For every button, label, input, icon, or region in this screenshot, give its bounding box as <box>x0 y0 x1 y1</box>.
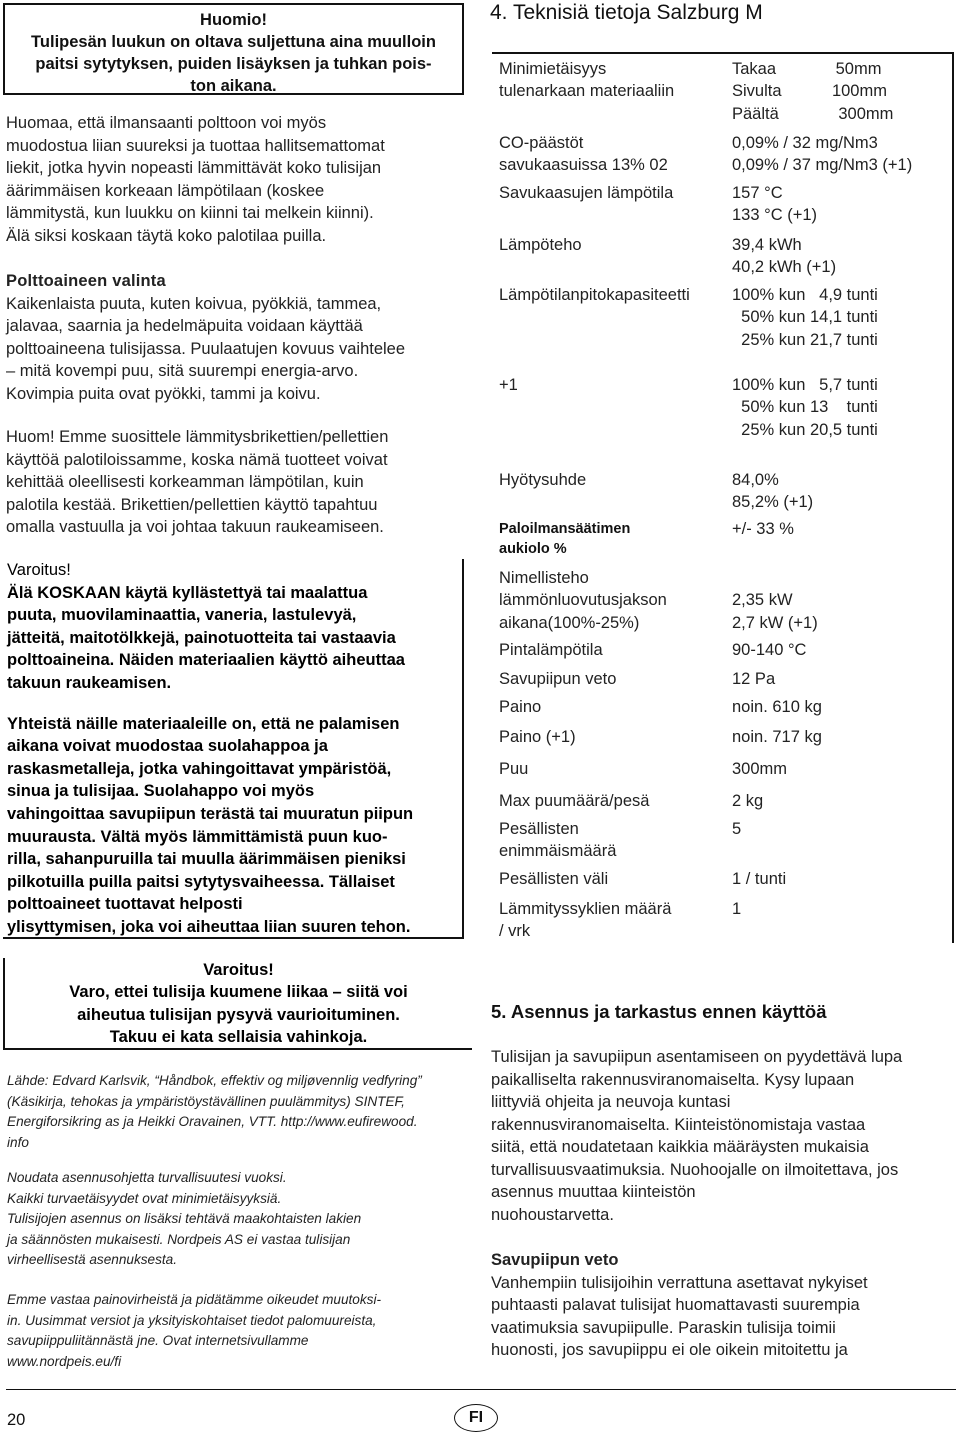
spec-value <box>732 374 878 441</box>
varoitus-title: Varoitus! <box>7 561 71 579</box>
spec-label-line: Pintalämpötila <box>499 641 603 659</box>
text-line: (Käsikirja, tehokas ja ympäristöystävällinen puulämmitys) SINTEF, <box>7 1093 405 1109</box>
spec-label-line: Lämpöteho <box>499 236 582 254</box>
text-line: Vanhempiin tulisijoihin verrattuna asettavat nykyiset <box>491 1273 868 1292</box>
text-line: siitä, että noudatetaan kaikkia määräysten mukaisia <box>491 1138 869 1156</box>
spec-value-line: 300mm <box>732 760 788 778</box>
spec-value-line: 84,0% <box>732 471 779 489</box>
page-number: 20 <box>7 1411 26 1429</box>
spec-label-line: Puu <box>499 760 529 778</box>
spec-label-line: Pesällisten väli <box>499 870 609 888</box>
spec-label <box>499 898 671 943</box>
text-line: lämmitystä, kun luukku on kiinni tai melkein kiinni). <box>6 204 374 223</box>
text-line: Takuu ei kata sellaisia vahinkoja. <box>109 1028 368 1047</box>
varoitus-lines-1 <box>7 582 413 695</box>
text-line: asennus muuttaa kiinteistön <box>491 1183 696 1201</box>
spec-label-line: aikana(100%-25%) <box>499 613 640 632</box>
text-line: Varo, ettei tulisija kuumene liikaa – siitä voi <box>69 983 408 1002</box>
spec-label <box>499 668 616 690</box>
spec-value <box>732 639 806 661</box>
text-line: puuta, muovilaminaattia, vaneria, lastulevyä, <box>7 606 357 625</box>
text-line: muurausta. Vältä myös lämmittämistä puun kuo- <box>7 827 388 846</box>
text-line: äärimmäisen korkeaan lämpötilaan (koskee <box>6 181 325 200</box>
spec-value-line: 133 °C (+1) <box>732 206 818 225</box>
spec-label <box>499 234 582 256</box>
text-line: palotila kestää. Brikettien/pellettien käyttö tapahtuu <box>6 495 378 514</box>
text-line: jätteitä, maitotölkkejä, painotuotteita tai vastaavia <box>7 628 396 647</box>
spec-value <box>732 668 775 690</box>
spec-value <box>732 58 893 125</box>
spec-label-line: tulenarkaan materiaaliin <box>499 82 675 101</box>
spec-value-line: +/- 33 % <box>732 520 794 538</box>
spec-value-line: 2 kg <box>732 792 764 810</box>
spec-value-line: 2,35 kW <box>732 591 793 610</box>
text-line: jalavaa, saarnia ja hedelmäpuita voidaan käyttää <box>6 317 363 336</box>
footer-rule <box>6 1389 956 1390</box>
spec-label-line: +1 <box>499 376 518 394</box>
spec-value <box>732 898 741 920</box>
spec-label <box>499 818 616 863</box>
text-line: Älä siksi koskaan täytä koko palotilaa puilla. <box>6 226 327 245</box>
text-line: raskasmetalleja, jotka vahingoittavat ympäristöä, <box>7 759 392 778</box>
text-line: pilkotuilla puilla paitsi sytytysvaiheessa. Tällaiset <box>7 872 395 891</box>
text-line: ton aikana. <box>190 77 277 95</box>
warning-box <box>3 3 464 95</box>
text-line: savupiippuliitännästä jne. Ovat internetsivullamme <box>7 1333 309 1348</box>
text-line: käyttöä palotiloissamme, koska nämä tuotteet voivat <box>6 450 388 469</box>
spec-label-line: lämmönluovutusjakson <box>499 591 667 610</box>
spec-value <box>732 518 794 540</box>
fuel-choice-heading: Polttoaineen valinta <box>6 272 166 290</box>
spec-label <box>499 868 608 890</box>
spec-value <box>732 818 741 840</box>
text-line: kehittää oleellisesti korkeamman lämpötilan, kuin <box>6 473 364 492</box>
spec-value <box>732 790 763 812</box>
varoitus-text <box>7 559 413 939</box>
text-line: rilla, sahanpuruilla tai muulla äärimmäisen pieniksi <box>7 850 406 869</box>
chimney-draft-body <box>491 1272 868 1362</box>
spec-label-line: Lämmityssyklien määrä <box>499 900 672 918</box>
spec-value <box>732 868 786 890</box>
spec-label <box>499 790 649 812</box>
text-line: www.nordpeis.eu/fi <box>7 1353 122 1369</box>
spec-table <box>492 52 954 943</box>
spec-label-line: Paloilmansäätimen <box>499 521 631 537</box>
spec-value-line: 157 °C <box>732 184 783 202</box>
spec-value-line: 1 / tunti <box>732 870 787 888</box>
spec-value-line: 2,7 kW (+1) <box>732 613 818 632</box>
spec-label <box>499 758 528 780</box>
spec-value <box>732 696 822 718</box>
text-line: Kaikenlaista puuta, kuten koivua, pyökkiä, tammea, <box>6 294 382 313</box>
language-badge: FI <box>454 1404 498 1432</box>
text-line: omalla vastuulla ja voi johtaa takuun raukeamiseen. <box>6 518 384 537</box>
fuel-choice-body <box>6 293 405 406</box>
text-line: takuun raukeamisen. <box>7 673 172 692</box>
spec-value <box>732 234 836 279</box>
text-line: Kaikki turvaetäisyydet ovat minimietäisyyksiä. <box>7 1190 282 1206</box>
spec-label <box>499 182 673 204</box>
spec-value-line: 40,2 kWh (+1) <box>732 258 837 277</box>
spec-label-line: Minimietäisyys <box>499 60 607 78</box>
spec-label-line: Lämpötilanpitokapasiteetti <box>499 286 690 304</box>
text-line: polttoaineina. Näiden materiaalien käyttö aiheuttaa <box>7 651 405 670</box>
text-line: – mitä kovempi puu, sitä suurempi energia-arvo. <box>6 362 359 381</box>
text-line: nuohoustarvetta. <box>491 1205 614 1224</box>
section-5-title: 5. Asennus ja tarkastus ennen käyttöä <box>491 1001 827 1022</box>
varoitus-lines-2 <box>7 713 413 939</box>
spec-value-line: 50% kun 13 tunti <box>732 398 878 417</box>
spec-value <box>732 567 818 634</box>
spec-value-line <box>732 567 818 589</box>
spec-value-line: 100% kun 5,7 tunti <box>732 376 878 394</box>
text-line: ylisyttymisen, joka voi aiheuttaa liian suuren tehon. <box>7 917 411 936</box>
spec-value-line: 5 <box>732 820 742 838</box>
text-line: polttoaineena tulisijassa. Puulaatujen kovuus vaihtelee <box>6 339 406 358</box>
text-line: aiheutua tulisijan pysyvä vaurioituminen. <box>77 1005 400 1024</box>
spec-value-line: 85,2% (+1) <box>732 493 814 512</box>
spec-value-line: 0,09% / 37 mg/Nm3 (+1) <box>732 156 913 175</box>
spec-label <box>499 519 630 559</box>
text-line: huonosti, jos savupiippu ei ole oikein mitoitettu ja <box>491 1341 848 1359</box>
spec-label <box>499 726 576 748</box>
text-line: muodostua liian suureksi ja tuottaa hallitsemattomat <box>6 136 385 155</box>
spec-value-line: 50% kun 14,1 tunti <box>732 308 878 327</box>
spec-value-line: 100% kun 4,9 tunti <box>732 286 878 304</box>
text-line: Noudata asennusohjetta turvallisuutesi vuoksi. <box>7 1170 287 1185</box>
text-line: in. Uusimmat versiot ja yksityiskohtaiset tiedot palomuureista, <box>7 1312 377 1328</box>
text-line: paitsi sytytyksen, puiden lisäyksen ja tuhkan pois- <box>35 55 432 73</box>
text-line: ja säännösten mukaisesti. Nordpeis AS ei vastaa tulisijan <box>7 1231 351 1247</box>
spec-label-line: savukaasuissa 13% 02 <box>499 156 668 175</box>
spec-label-line: enimmäismäärä <box>499 842 617 861</box>
text-line: Huom! Emme suosittele lämmitysbrikettien/pellettien <box>6 428 389 446</box>
text-line: polttoaineet tuottavat helposti <box>7 895 243 914</box>
overheat-warning-text <box>5 958 472 1049</box>
spec-label <box>499 696 541 718</box>
text-line: liittyviä ohjeita ja neuvoja kuntasi <box>491 1093 731 1111</box>
text-line: Emme vastaa painovirheistä ja pidätämme oikeudet muutoksi- <box>7 1292 382 1307</box>
text-line: info <box>7 1134 29 1150</box>
text-line: Tulisijojen asennus on lisäksi tehtävä maakohtaisten lakien <box>7 1211 362 1226</box>
air-supply-paragraph <box>6 112 385 248</box>
text-line: Huomaa, että ilmansaanti polttoon voi myös <box>6 114 327 132</box>
spec-value-line: 25% kun 20,5 tunti <box>732 420 878 439</box>
text-line: puhtaasti palavat tulisijat huomattavasti suurempia <box>491 1296 860 1314</box>
text-line: liekit, jotka hyvin nopeasti lämmittävät koko tulisijan <box>6 159 382 178</box>
text-line: aikana voivat muodostaa suolahappoa ja <box>7 737 328 756</box>
spec-label-line: Max puumäärä/pesä <box>499 792 650 810</box>
spec-label <box>499 469 586 491</box>
spec-value-line: 0,09% / 32 mg/Nm3 <box>732 134 878 152</box>
spec-label <box>499 132 668 177</box>
section-5-body <box>491 1046 902 1226</box>
spec-label-line: Nimellisteho <box>499 569 589 587</box>
spec-label <box>499 567 667 634</box>
spec-value <box>732 182 817 227</box>
spec-value <box>732 132 912 177</box>
text-line: virheellisestä asennuksesta. <box>7 1252 178 1267</box>
spec-value-line: Sivulta 100mm <box>732 82 887 101</box>
text-line: sinua ja tulisijaa. Suolahappo voi myös <box>7 782 315 801</box>
spec-label <box>499 58 674 103</box>
spec-value-line: noin. 610 kg <box>732 698 822 716</box>
disclaimer <box>7 1290 381 1372</box>
spec-value-line: 25% kun 21,7 tunti <box>732 330 878 349</box>
spec-value-line: Päältä 300mm <box>732 104 894 123</box>
spec-label <box>499 639 603 661</box>
spec-value <box>732 726 822 748</box>
text-line: Energiforsikring as ja Heikki Oravainen, VTT. http://www.eufirewood. <box>7 1114 418 1129</box>
text-line: Yhteistä näille materiaaleille on, että ne palamisen <box>7 714 400 733</box>
text-line: Tulipesän luukun on oltava suljettuna aina muulloin <box>31 33 436 51</box>
spec-label-line: Hyötysuhde <box>499 471 587 489</box>
text-line: Huomio! <box>200 11 267 29</box>
spec-label-line: / vrk <box>499 922 531 941</box>
installation-notes <box>7 1168 361 1271</box>
spec-label-line: Savukaasujen lämpötila <box>499 184 674 202</box>
text-line: vahingoittaa savupiipun terästä tai muuratun piipun <box>7 804 414 823</box>
spec-label-line: Pesällisten <box>499 820 579 838</box>
spec-value-line: 39,4 kWh <box>732 236 802 254</box>
chimney-draft-heading: Savupiipun veto <box>491 1251 619 1269</box>
spec-label <box>499 284 690 306</box>
spec-value <box>732 284 878 351</box>
spec-value-line: Takaa 50mm <box>732 60 882 78</box>
spec-label <box>499 374 518 396</box>
text-line: Kovimpia puita ovat pyökki, tammi ja koivu. <box>6 384 321 403</box>
text-line: Varoitus! <box>203 961 274 979</box>
spec-label-line: Paino (+1) <box>499 728 576 746</box>
huom-paragraph <box>6 426 388 539</box>
text-line: Lähde: Edvard Karlsvik, “Håndbok, effektiv og miljøvennlig vedfyring” <box>7 1073 422 1088</box>
spec-label-line: aukiolo % <box>499 541 567 557</box>
spec-value-line: noin. 717 kg <box>732 728 822 746</box>
spec-value-line: 90-140 °C <box>732 641 807 659</box>
section-4-title: 4. Teknisiä tietoja Salzburg M <box>490 1 763 24</box>
text-line: Älä KOSKAAN käytä kyllästettyä tai maalattua <box>7 583 368 602</box>
spec-value <box>732 758 787 780</box>
chimney-draft-section <box>491 1249 868 1362</box>
spec-value-line: 12 Pa <box>732 670 776 688</box>
spec-label-line: CO-päästöt <box>499 134 584 152</box>
spec-label-line: Savupiipun veto <box>499 670 617 688</box>
source-reference <box>7 1071 422 1153</box>
text-line: turvallisuusvaatimuksia. Nuohoojalle on ilmoitettava, jos <box>491 1160 899 1179</box>
text-line: vaatimuksia savupiipulle. Paraskin tulisija toimii <box>491 1318 836 1337</box>
fuel-choice-section <box>6 270 405 406</box>
spec-value <box>732 469 813 514</box>
spec-value-line: 1 <box>732 900 742 918</box>
spec-label-line: Paino <box>499 698 542 716</box>
text-line: Tulisijan ja savupiipun asentamiseen on pyydettävä lupa <box>491 1048 903 1066</box>
overheat-warning-box <box>3 958 472 1050</box>
text-line: paikalliselta rakennusviranomaiselta. Kysy lupaan <box>491 1070 855 1089</box>
text-line: rakennusviranomaiselta. Kiinteistönomistaja vastaa <box>491 1115 866 1134</box>
